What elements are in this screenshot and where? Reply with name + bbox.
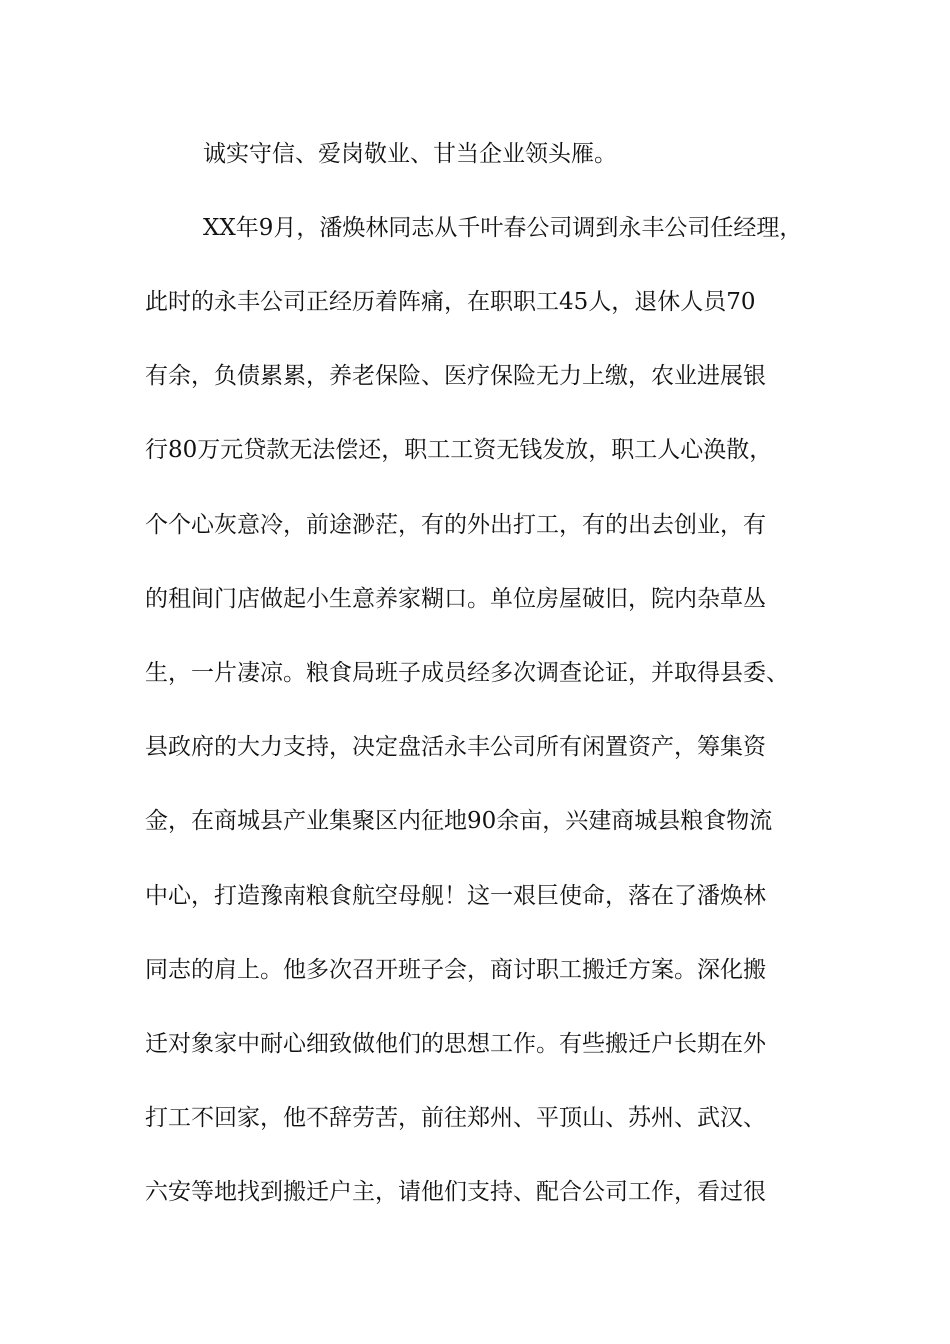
paragraph-line: 行80万元贷款无法偿还，职工工资无钱发放，职工人心涣散，	[145, 437, 773, 463]
paragraph-line: 有余，负债累累，养老保险、医疗保险无力上缴，农业进展银	[145, 363, 766, 389]
paragraph-line: 中心，打造豫南粮食航空母舰！这一艰巨使命，落在了潘焕林	[145, 883, 766, 909]
paragraph-line: 此时的永丰公司正经历着阵痛，在职职工45人，退休人员70	[145, 289, 756, 315]
paragraph-line: 金，在商城县产业集聚区内征地90余亩，兴建商城县粮食物流	[145, 808, 773, 834]
paragraph-line: 六安等地找到搬迁户主，请他们支持、配合公司工作，看过很	[145, 1179, 766, 1205]
paragraph-line: 迁对象家中耐心细致做他们的思想工作。有些搬迁户长期在外	[145, 1031, 766, 1057]
paragraph-line: 打工不回家，他不辞劳苦，前往郑州、平顶山、苏州、武汉、	[145, 1105, 766, 1131]
paragraph-line: 同志的肩上。他多次召开班子会，商讨职工搬迁方案。深化搬	[145, 957, 766, 983]
paragraph-line: 县政府的大力支持，决定盘活永丰公司所有闲置资产，筹集资	[145, 734, 766, 760]
paragraph-line: 生，一片凄凉。粮食局班子成员经多次调查论证，并取得县委、	[145, 660, 789, 686]
paragraph-line: 个个心灰意冷，前途渺茫，有的外出打工，有的出去创业，有	[145, 512, 766, 538]
paragraph-line: 的租间门店做起小生意养家糊口。单位房屋破旧，院内杂草丛	[145, 586, 766, 612]
paragraph-line: XX年9月，潘焕林同志从千叶春公司调到永丰公司任经理，	[203, 215, 803, 241]
heading-line: 诚实守信、爱岗敬业、甘当企业领头雁。	[203, 141, 617, 167]
